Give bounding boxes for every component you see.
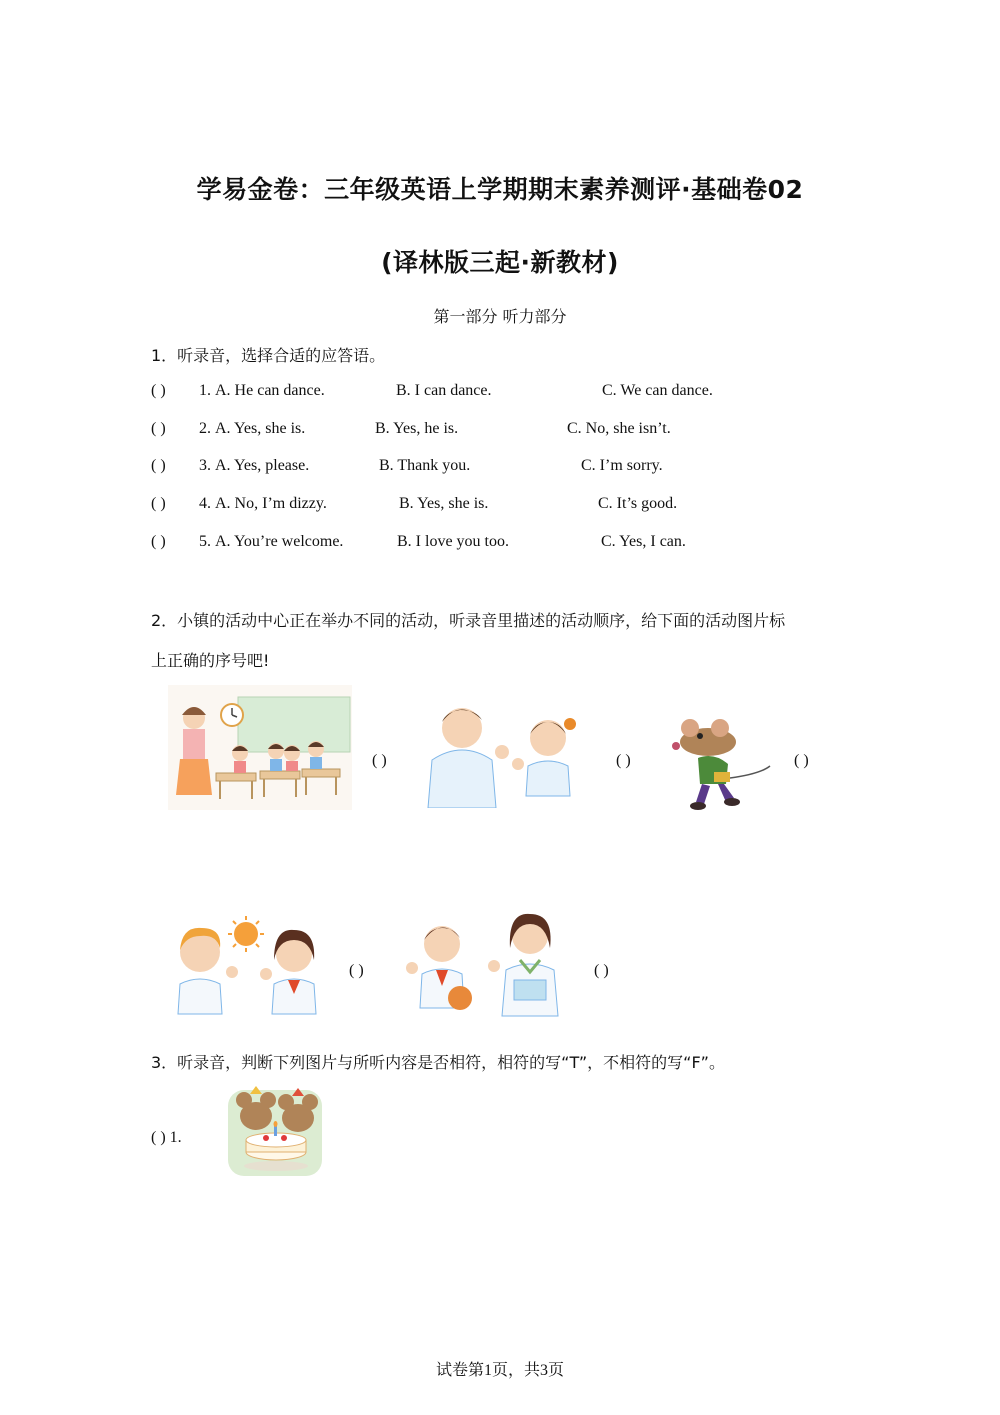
answer-blank-1[interactable]: ( ) [372,752,387,769]
option-a: A. He can dance. [215,382,325,399]
section-heading: 第一部分 听力部分 [433,307,567,326]
q1-item-1 [151,382,851,404]
option-b: B. Yes, she is. [399,495,489,512]
option-b: B. I love you too. [397,533,509,550]
q1-item-3 [151,457,851,479]
option-b: B. I can dance. [396,382,492,399]
birthday-cake-picture [226,1086,324,1180]
q1-item-5 [151,533,851,555]
sun-greeting-picture [170,914,330,1026]
option-c: C. It’s good. [598,495,678,512]
answer-blank[interactable]: ( ) [151,382,166,399]
mouse-picture [670,718,774,812]
answer-blank-4[interactable]: ( ) [349,962,364,979]
question-2-prompt-line2: 上正确的序号吧! [151,651,270,670]
option-b: B. Thank you. [379,457,471,474]
q1-item-4 [151,495,851,517]
answer-blank[interactable]: ( ) [151,420,166,437]
item-number: 1. [199,382,211,399]
answer-blank-5[interactable]: ( ) [594,962,609,979]
option-c: C. I’m sorry. [581,457,663,474]
question-1-prompt: 1．听录音，选择合适的应答语。 [151,346,386,365]
question-2-prompt-line1: 2．小镇的活动中心正在举办不同的活动，听录音里描述的活动顺序，给下面的活动图片标 [151,611,786,630]
question-3-prompt: 3．听录音，判断下列图片与所听内容是否相符，相符的写“T”，不相符的写“F”。 [151,1053,725,1072]
answer-blank[interactable]: ( ) [151,533,166,550]
ball-greeting-picture [402,908,574,1022]
answer-blank-3[interactable]: ( ) [794,752,809,769]
option-c: C. No, she isn’t. [567,420,671,437]
option-c: C. Yes, I can. [601,533,686,550]
option-a: A. Yes, please. [215,457,310,474]
item-number: 5. [199,533,211,550]
item-number: 3. [199,457,211,474]
option-a: A. You’re welcome. [215,533,344,550]
classroom-picture [168,685,352,810]
page-subtitle: (译林版三起·新教材) [381,248,619,277]
option-a: A. Yes, she is. [215,420,306,437]
option-b: B. Yes, he is. [375,420,459,437]
q3-item-1[interactable]: ( ) 1. [151,1129,182,1146]
item-number: 2. [199,420,211,437]
answer-blank[interactable]: ( ) [151,495,166,512]
answer-blank[interactable]: ( ) [151,457,166,474]
page-footer: 试卷第1页，共3页 [435,1362,564,1379]
q1-item-2 [151,420,851,442]
greeting-picture [420,700,592,808]
option-a: A. No, I’m dizzy. [215,495,327,512]
item-number: 4. [199,495,211,512]
page-title: 学易金卷：三年级英语上学期期末素养测评·基础卷02 [196,175,804,204]
answer-blank-2[interactable]: ( ) [616,752,631,769]
option-c: C. We can dance. [602,382,713,399]
